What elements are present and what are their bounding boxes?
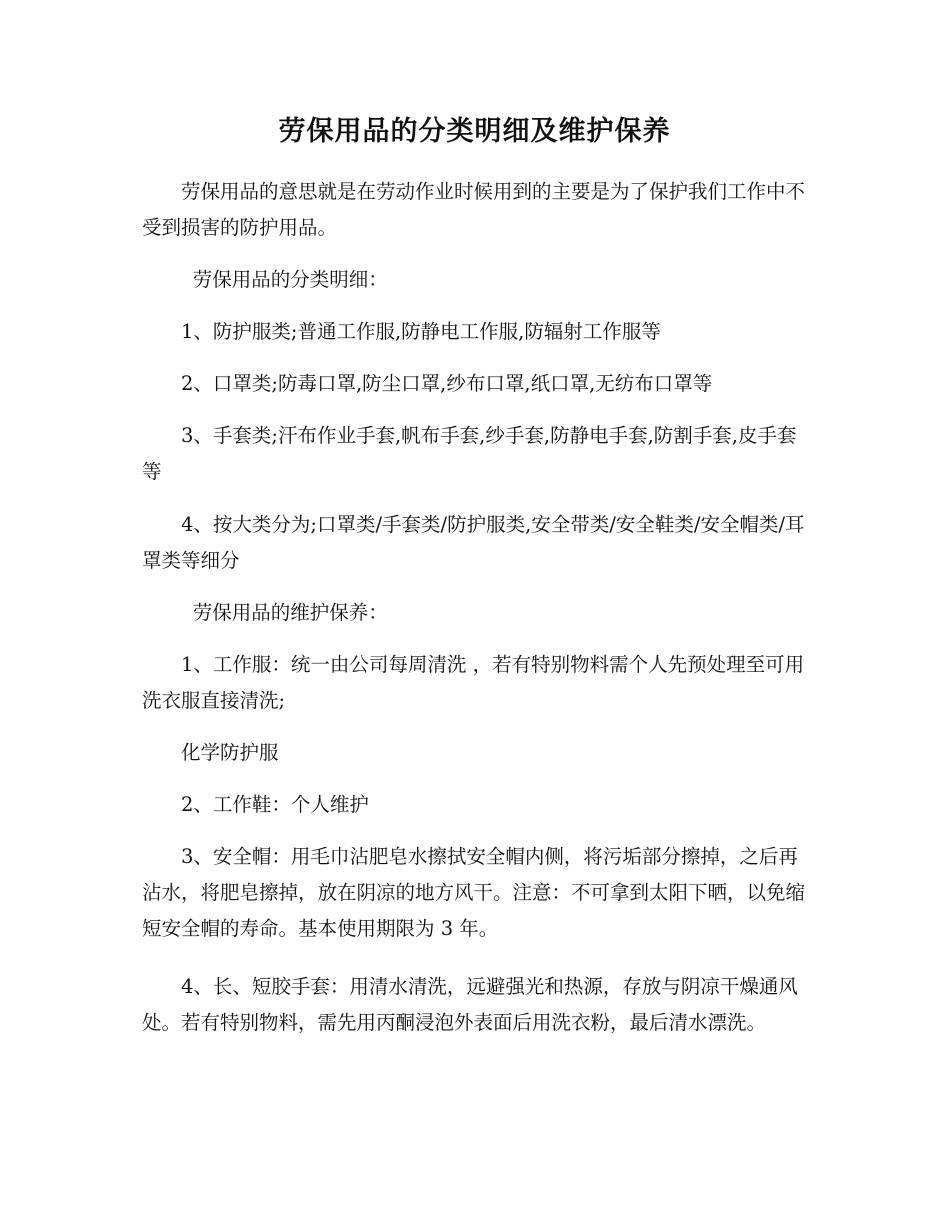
maintenance-item-rubber-gloves: 4、长、短胶手套：用清水清洗，远避强光和热源，存放与阴凉干燥通风处。若有特别物料，需先用丙酮浸泡外表面后用洗衣粉，最后清水漂洗。 [142, 975, 798, 1034]
maintenance-item-chemical-suit: 化学防护服 [181, 741, 279, 764]
list-item-gloves: 3、手套类;汗布作业手套,帆布手套,纱手套,防静电手套,防割手套,皮手套等 [142, 424, 797, 483]
section-heading-classification: 劳保用品的分类明细： [192, 268, 388, 291]
section-heading-maintenance: 劳保用品的维护保养： [192, 601, 388, 624]
list-item-categories: 4、按大类分为;口罩类/手套类/防护服类,安全带类/安全鞋类/安全帽类/耳罩类等细分 [142, 513, 805, 572]
maintenance-item-workwear: 1、工作服：统一由公司每周清洗 ，若有特别物料需个人先预处理至可用洗衣服直接清洗; [142, 653, 805, 712]
list-item-masks: 2、口罩类;防毒口罩,防尘口罩,纱布口罩,纸口罩,无纺布口罩等 [181, 372, 713, 395]
document-page [142, 110, 807, 1041]
maintenance-item-safety-helmet: 3、安全帽：用毛巾沾肥皂水擦拭安全帽内侧，将污垢部分擦掉，之后再沾水，将肥皂擦掉，放在阴凉的地方风干。注意：不可拿到太阳下晒，以免缩短安全帽的寿命。基本使用期限为 3 年。 [142, 845, 806, 940]
document-title: 劳保用品的分类明细及维护保养 [278, 116, 671, 147]
intro-paragraph: 劳保用品的意思就是在劳动作业时候用到的主要是为了保护我们工作中不受到损害的防护用品。 [142, 180, 806, 239]
maintenance-item-work-shoes: 2、工作鞋：个人维护 [181, 793, 369, 816]
list-item-protective-clothing: 1、防护服类;普通工作服,防静电工作服,防辐射工作服等 [181, 320, 661, 343]
